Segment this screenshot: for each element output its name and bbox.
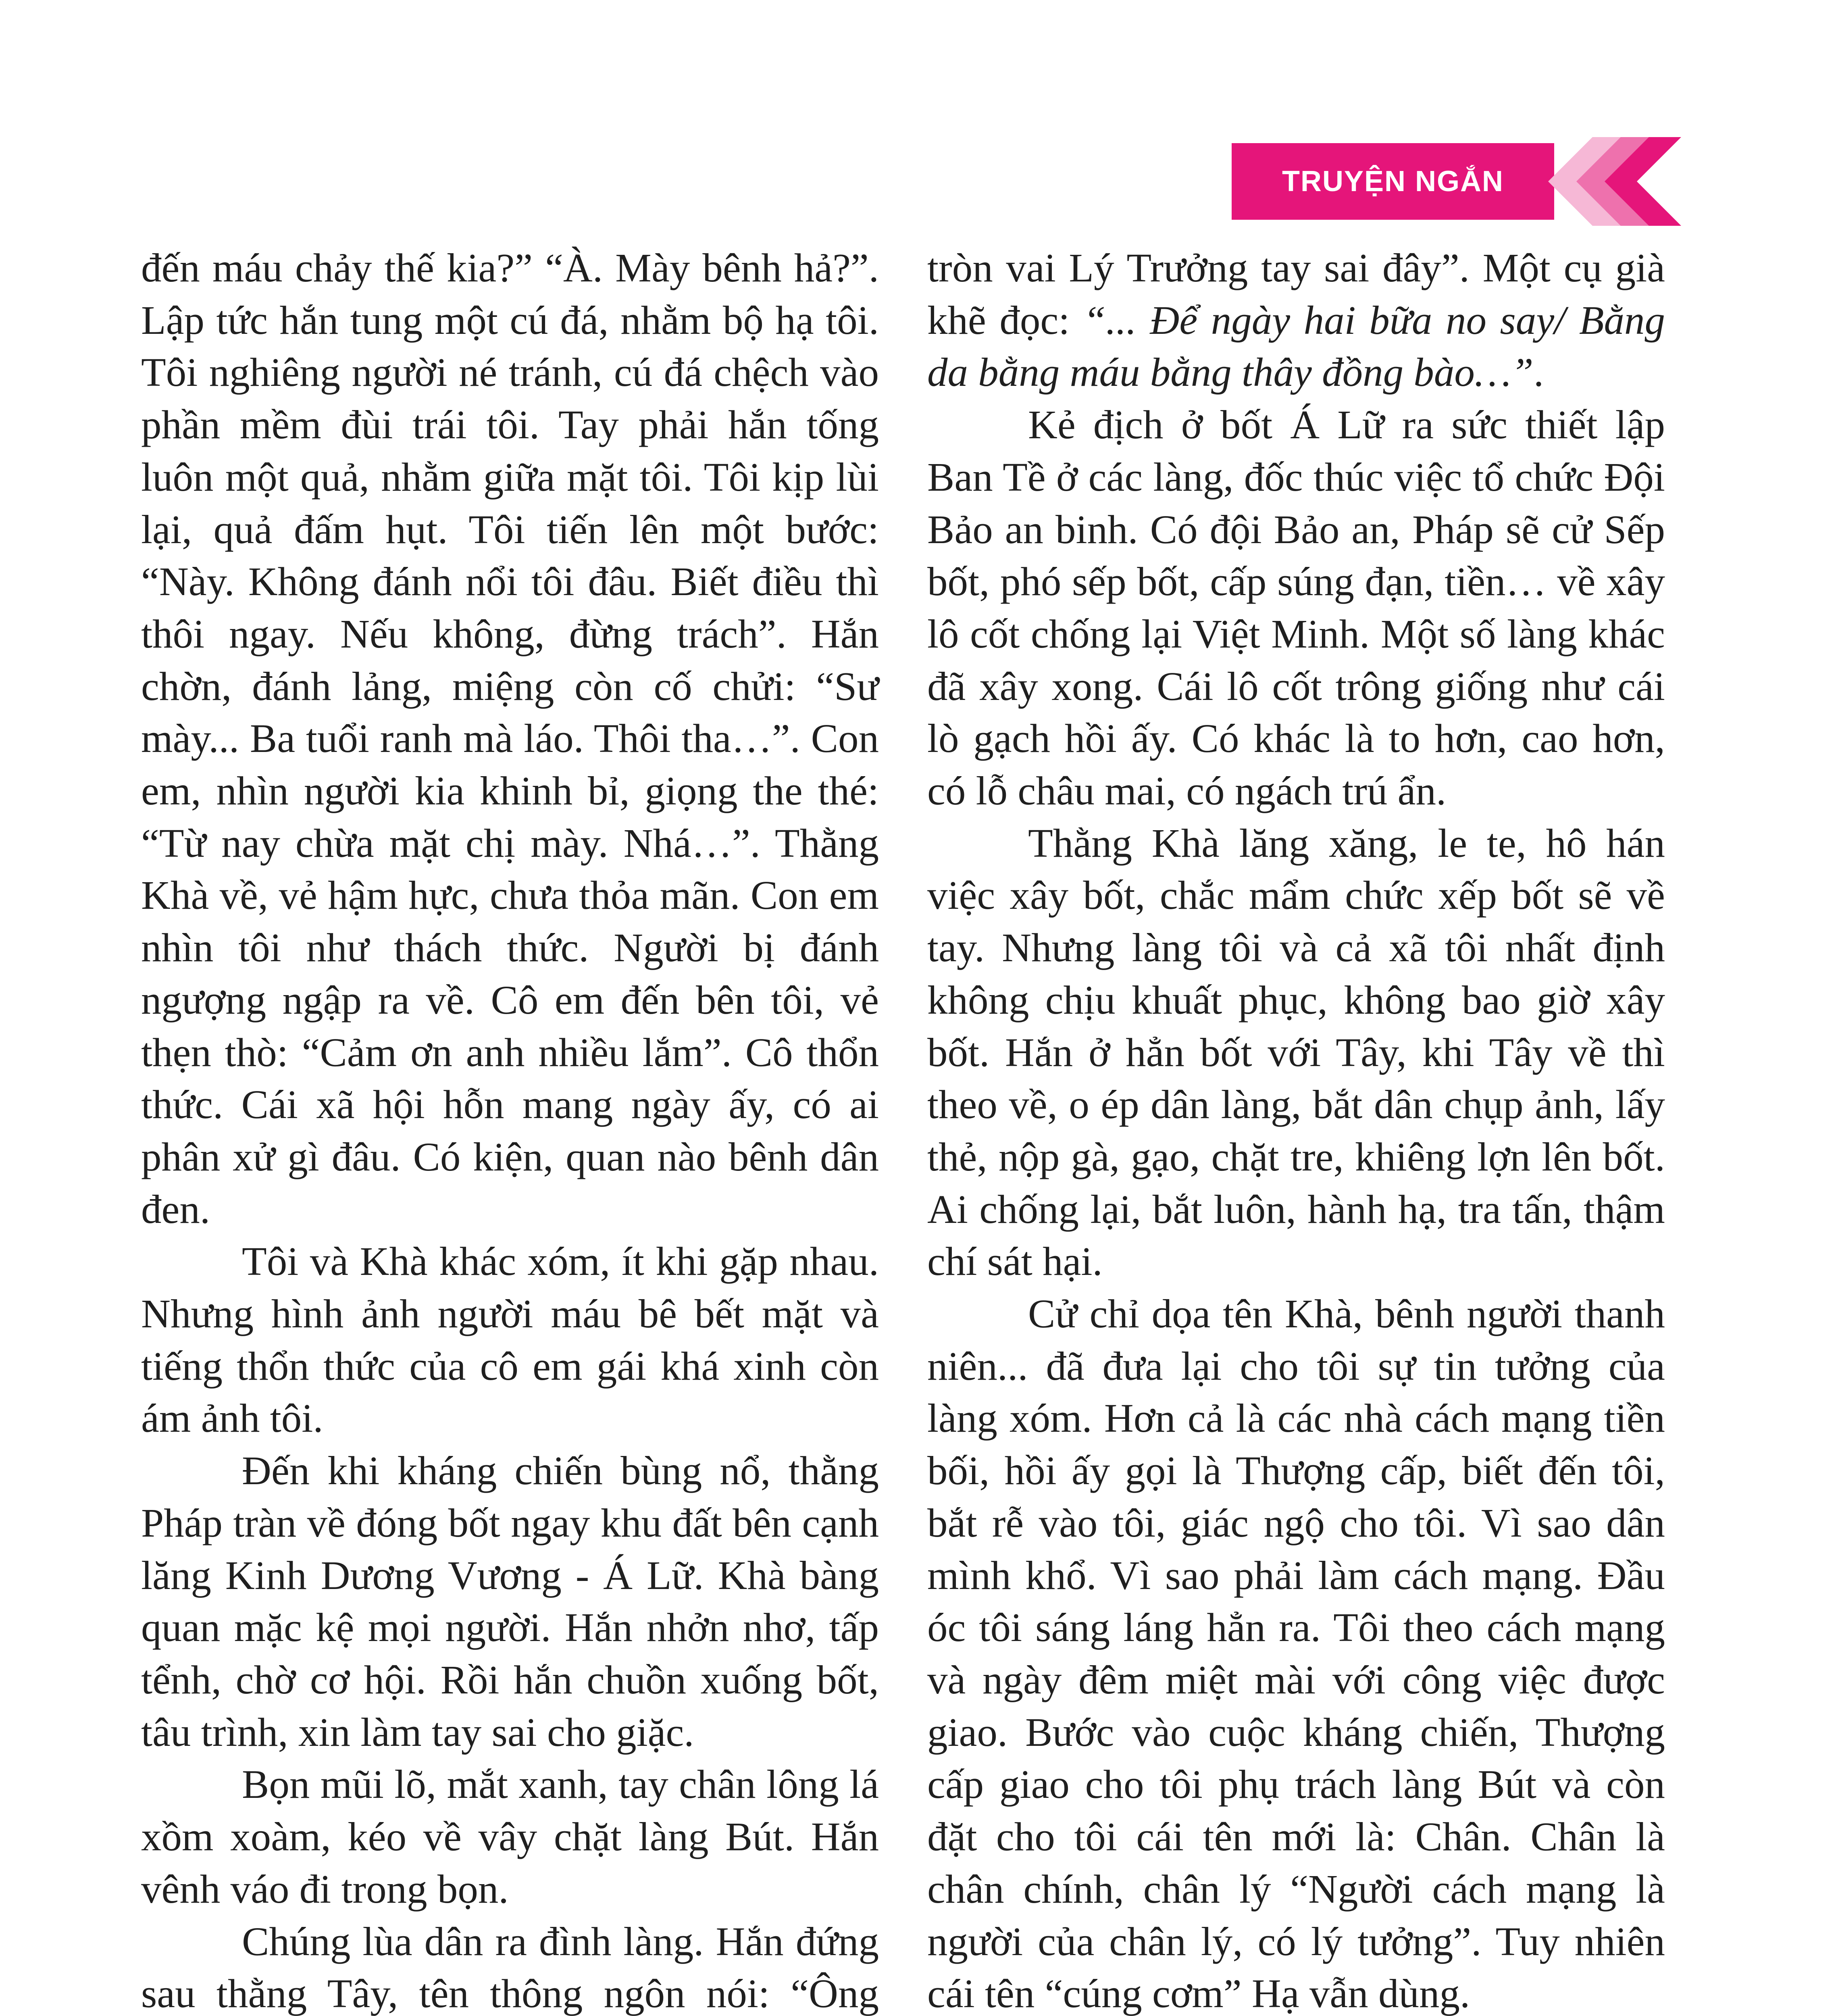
paragraph: Đến khi kháng chiến bùng nổ, thằng Pháp tràn về đóng bốt ngay khu đất bên cạnh lăng Kinh Dương Vương - Á Lữ. Khà bàng quan mặc kệ mọi người. Hắn nhởn nhơ, tấp tểnh, chờ cơ hội. Rồi hắn chuồn xuống bốt, tâu trình, xin làm tay sai cho giặc. [141,1448,879,1755]
section-tab [1232,143,1554,220]
poem-quote: “... Để ngày hai bữa no say/ Bằng da bằng máu bằng thây đồng bào…” [927,297,1665,395]
section-label: TRUYỆN NGẮN [1282,165,1504,198]
paragraph-end: . [1533,350,1544,395]
paragraph [927,242,1665,399]
paragraph-text: tròn vai Lý Trưởng tay sai đây”. Một cụ già khẽ đọc: [927,245,1665,343]
chevron-decoration-icon [1548,137,1681,226]
left-column [141,242,879,2016]
paragraph: đến máu chảy thế kia?” “À. Mày bênh hả?”. Lập tức hắn tung một cú đá, nhằm bộ hạ tôi. Tôi nghiêng người né tránh, cú đá chệch vào phần mềm đùi trái tôi. Tay phải hắn tống luôn một quả, nhằm giữa mặt tôi. Tôi kịp lùi lại, quả đấm hụt. Tôi tiến lên một bước: “Này. Không đánh nổi tôi đâu. Biết điều thì thôi ngay. Nếu không, đừng trách”. Hắn chờn, đánh lảng, miệng còn cố chửi: “Sư mày... Ba tuổi ranh mà láo. Thôi tha…”. Con em, nhìn người kia khinh bỉ, giọng the thé: “Từ nay chừa mặt chị mày. Nhá…”. Thằng Khà về, vẻ hậm hực, chưa thỏa mãn. Con em nhìn tôi như thách thức. Người bị đánh ngượng ngập ra về. Cô em đến bên tôi, vẻ thẹn thò: “Cảm ơn anh nhiều lắm”. Cô thổn thức. Cái xã hội hỗn mang ngày ấy, có ai phân xử gì đâu. Có kiện, quan nào bênh dân đen. [141,245,879,1232]
paragraph: Kẻ địch ở bốt Á Lữ ra sức thiết lập Ban Tề ở các làng, đốc thúc việc tổ chức Đội Bảo an binh. Có đội Bảo an, Pháp sẽ cử Sếp bốt, phó sếp bốt, cấp súng đạn, tiền… về xây lô cốt chống lại Việt Minh. Một số làng khác đã xây xong. Cái lô cốt trông giống như cái lò gạch hồi ấy. Có khác là to hơn, cao hơn, có lỗ châu mai, có ngách trú ẩn. [927,402,1665,814]
paragraph: Tôi và Khà khác xóm, ít khi gặp nhau. Nhưng hình ảnh người máu bê bết mặt và tiếng thổn thức của cô em gái khá xinh còn ám ảnh tôi. [141,1239,879,1441]
paragraph: Chúng lùa dân ra đình làng. Hắn đứng sau thằng Tây, tên thông ngôn nói: “Ông [141,1918,879,2016]
paragraph: Cử chỉ dọa tên Khà, bênh người thanh niên... đã đưa lại cho tôi sự tin tưởng của làng xóm. Hơn cả là các nhà cách mạng tiền bối, hồi ấy gọi là Thượng cấp, biết đến tôi, bắt rễ vào tôi, giác ngộ cho tôi. Vì sao dân mình khổ. Vì sao phải làm cách mạng. Đầu óc tôi sáng láng hẳn ra. Tôi theo cách mạng và ngày đêm miệt mài với công việc được giao. Bước vào cuộc kháng chiến, Thượng cấp giao cho tôi phụ trách làng Bút và còn đặt cho tôi cái tên mới là: Chân. Chân là chân chính, chân lý “Người cách mạng là người của chân lý, có lý tưởng”. Tuy nhiên cái tên “cúng cơm” Hạ vẫn dùng. [927,1291,1665,2016]
paragraph: Bọn mũi lõ, mắt xanh, tay chân lông lá xồm xoàm, kéo về vây chặt làng Bút. Hắn vênh váo đi trong bọn. [141,1762,879,1912]
paragraph: Thằng Khà lăng xăng, le te, hô hán việc xây bốt, chắc mẩm chức xếp bốt sẽ về tay. Nhưng làng tôi và cả xã tôi nhất định không chịu khuất phục, không bao giờ xây bốt. Hắn ở hẳn bốt với Tây, khi Tây về thì theo về, o ép dân làng, bắt dân chụp ảnh, lấy thẻ, nộp gà, gạo, chặt tre, khiêng lợn lên bốt. Ai chống lại, bắt luôn, hành hạ, tra tấn, thậm chí sát hại. [927,820,1665,1284]
right-column [927,242,1665,2016]
